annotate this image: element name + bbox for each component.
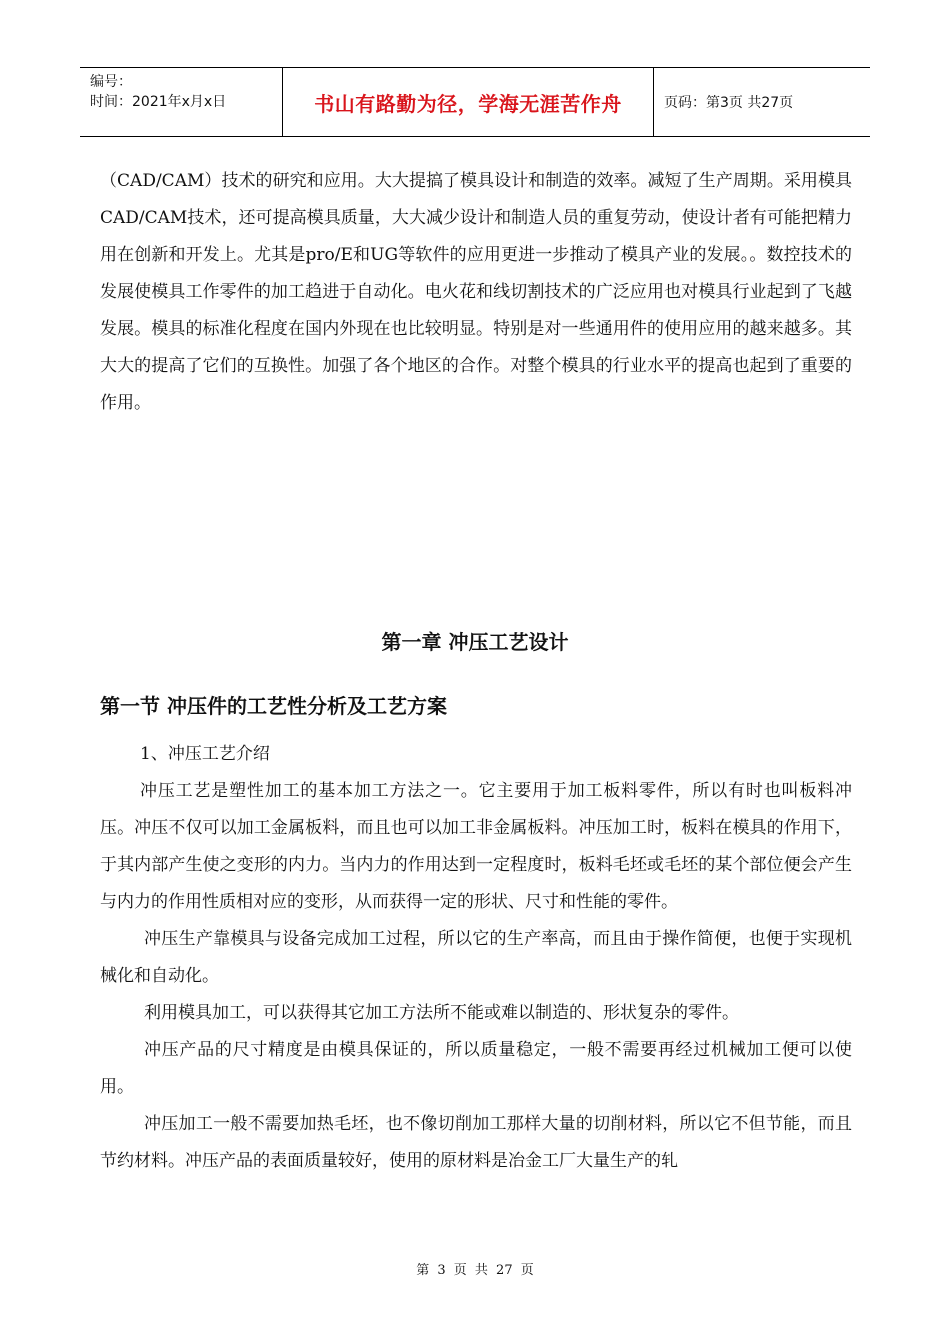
section-body [100,736,852,1180]
intro-block [100,163,852,422]
header-info-cell [80,68,282,136]
header-motto-cell [282,68,654,136]
document-number-label: 编号： [90,74,132,90]
chapter-title: 第一章 冲压工艺设计 [381,630,569,654]
body-paragraph: 冲压生产靠模具与设备完成加工过程，所以它的生产率高，而且由于操作简便，也便于实现机械化和自动化。 [100,929,852,986]
body-paragraph: 冲压加工一般不需要加热毛坯，也不像切削加工那样大量的切削材料，所以它不但节能，而且节约材料。冲压产品的表面质量较好，使用的原材料是冶金工厂大量生产的轧 [100,1114,852,1171]
header-motto: 书山有路勤为径，学海无涯苦作舟 [314,91,622,116]
body-paragraph: 冲压工艺是塑性加工的基本加工方法之一。它主要用于加工板料零件，所以有时也叫板料冲压。冲压不仅可以加工金属板料，而且也可以加工非金属板料。冲压加工时，板料在模具的作用下，于其内部产生使之变形的内力。当内力的作用达到一定程度时，板料毛坯或毛坯的某个部位便会产生与内力的作用性质相对应的变形，从而获得一定的形状、尺寸和性能的零件。 [100,781,852,912]
section-title: 第一节 冲压件的工艺性分析及工艺方案 [100,694,447,718]
body-paragraph: 冲压产品的尺寸精度是由模具保证的，所以质量稳定，一般不需要再经过机械加工便可以使用。 [100,1040,852,1097]
page-footer: 第 3 页 共 27 页 [416,1263,534,1278]
body-paragraph: 利用模具加工，可以获得其它加工方法所不能或难以制造的、形状复杂的零件。 [144,1003,739,1023]
header-page-cell [654,68,870,136]
page-header [80,67,870,137]
subsection-heading: 1、冲压工艺介绍 [140,744,270,764]
intro-paragraph: （CAD/CAM）技术的研究和应用。大大提搞了模具设计和制造的效率。减短了生产周期。采用模具CAD/CAM技术，还可提高模具质量，大大减少设计和制造人员的重复劳动，使设计者有可能把精力用在创新和开发上。尤其是pro/E和UG等软件的应用更进一步推动了模具产业的发展。。数控技术的发展使模具工作零件的加工趋进于自动化。电火花和线切割技术的广泛应用也对模具行业起到了飞越发展。模具的标准化程度在国内外现在也比较明显。特别是对一些通用件的使用应用的越来越多。其大大的提高了它们的互换性。加强了各个地区的合作。对整个模具的行业水平的提高也起到了重要的作用。 [100,171,852,413]
document-time-label: 时间：2021年x月x日 [90,94,227,110]
header-page-info: 页码：第3页 共27页 [664,95,794,111]
